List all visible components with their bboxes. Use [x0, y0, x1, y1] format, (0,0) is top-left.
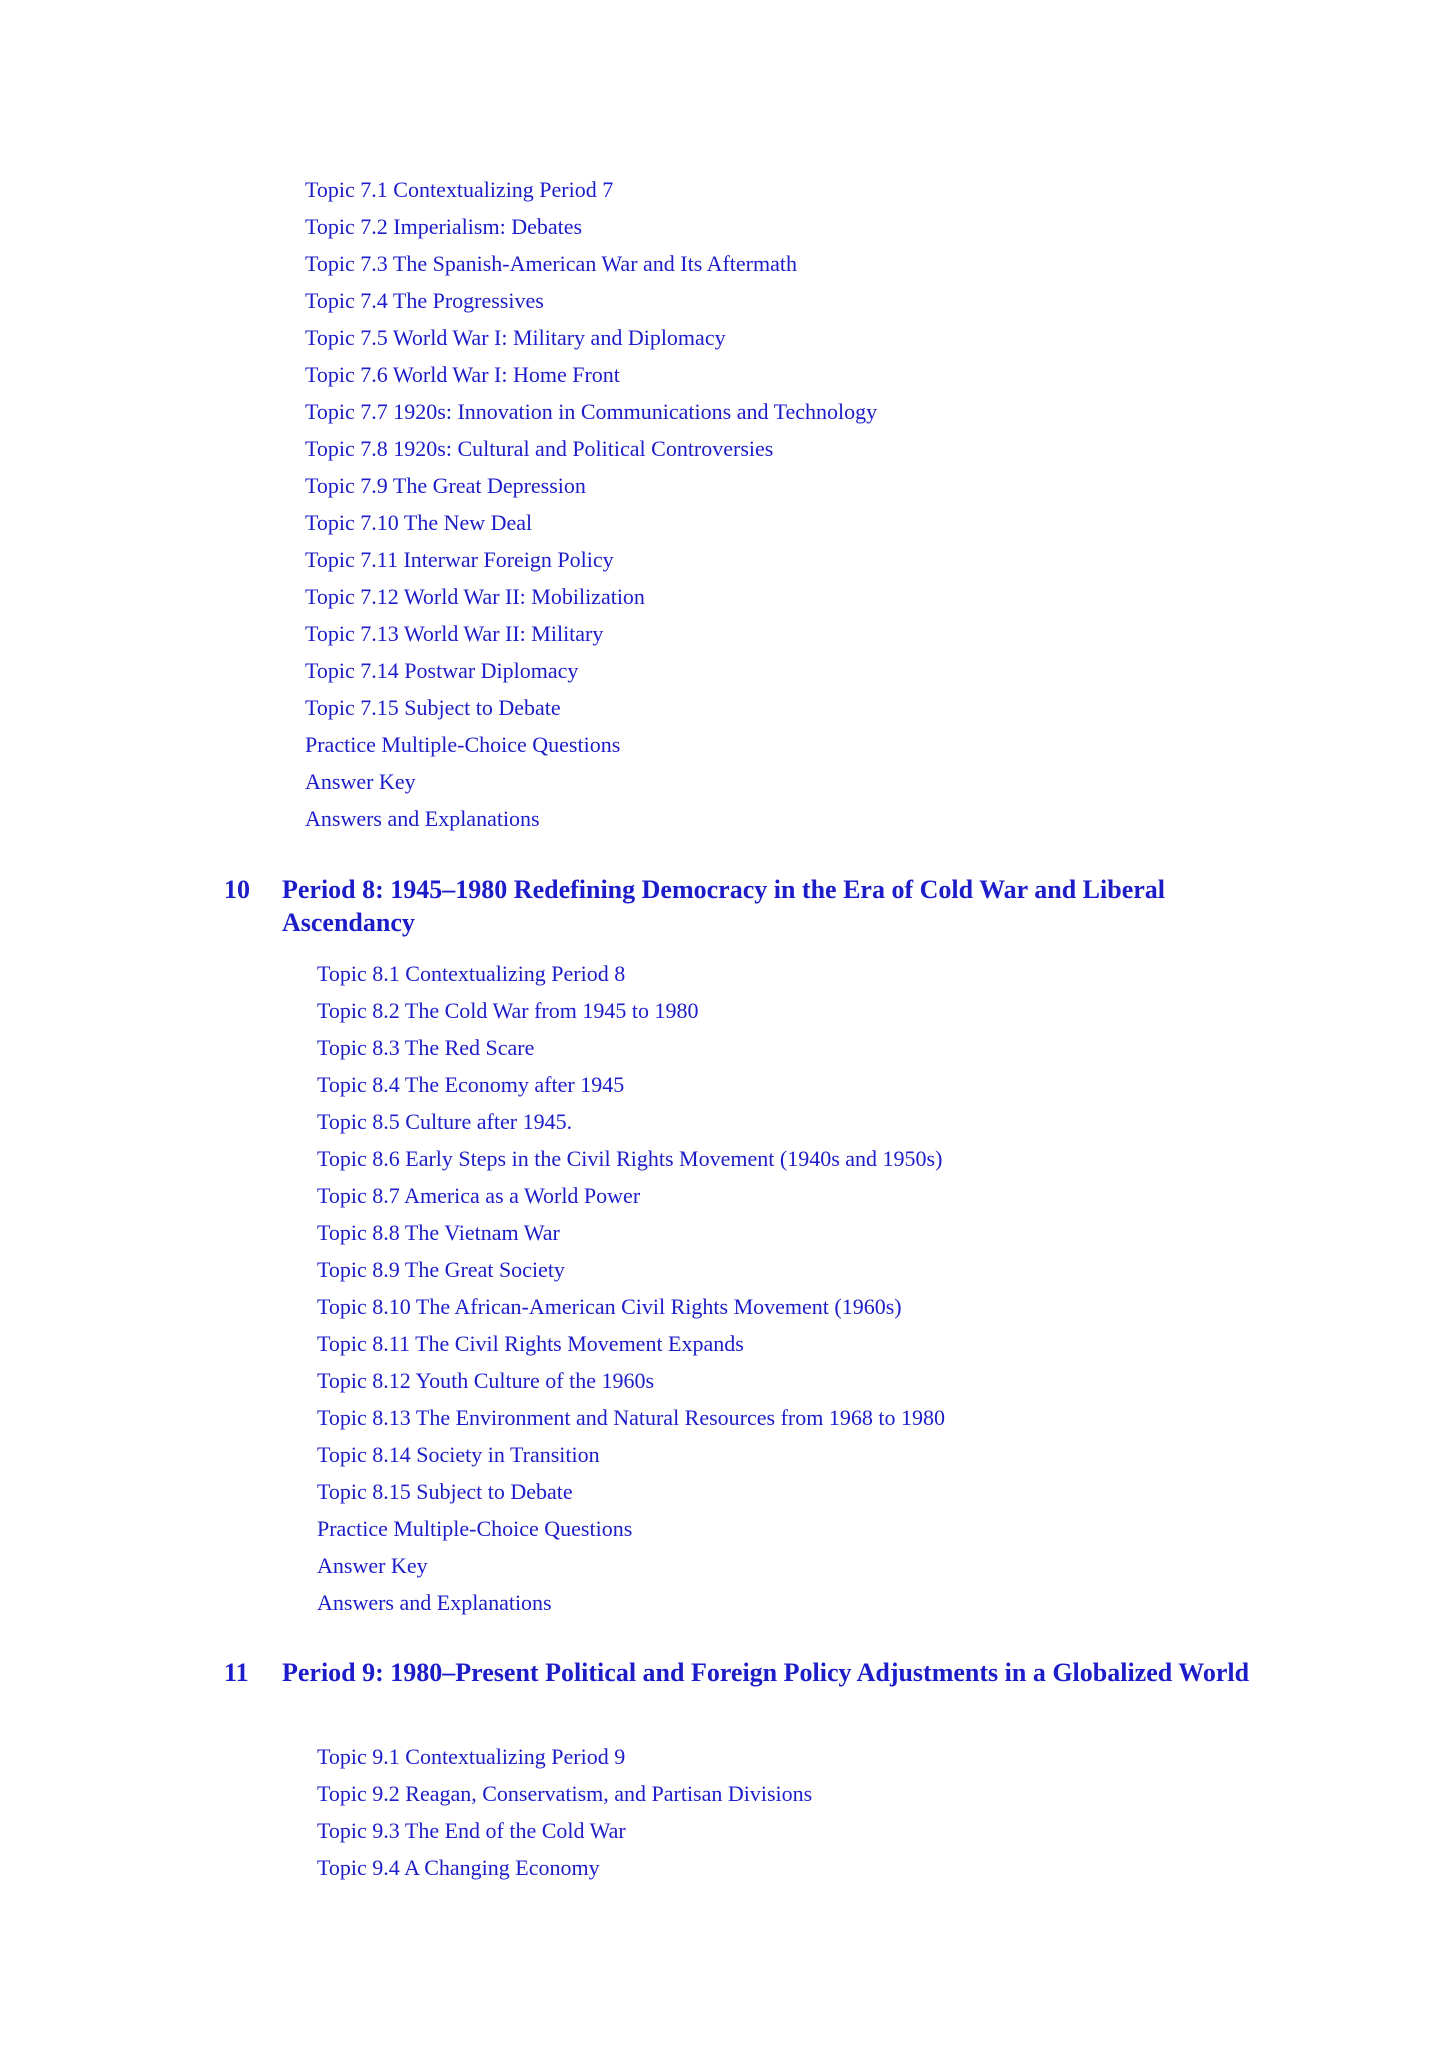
toc-link[interactable]: Topic 8.1 Contextualizing Period 8 — [317, 961, 626, 986]
chapter-number: 10 — [224, 875, 250, 904]
toc-link[interactable]: Topic 8.13 The Environment and Natural Resources from 1968 to 1980 — [317, 1405, 945, 1430]
toc-item[interactable] — [305, 171, 877, 208]
toc-link[interactable]: Topic 7.9 The Great Depression — [305, 473, 586, 498]
toc-link[interactable]: Topic 7.3 The Spanish-American War and Its Aftermath — [305, 251, 797, 276]
toc-link[interactable]: Answer Key — [305, 769, 416, 794]
toc-link[interactable]: Topic 8.7 America as a World Power — [317, 1183, 641, 1208]
toc-item[interactable] — [317, 1029, 945, 1066]
chapter-title[interactable]: Period 8: 1945–1980 Redefining Democracy in the Era of Cold War and Liberal Ascendancy — [282, 875, 1165, 937]
toc-item[interactable] — [317, 1510, 945, 1547]
toc-link[interactable]: Topic 7.8 1920s: Cultural and Political Controversies — [305, 436, 774, 461]
toc-item[interactable] — [317, 1103, 945, 1140]
toc-item[interactable] — [317, 1849, 812, 1886]
toc-item[interactable] — [305, 689, 877, 726]
toc-item[interactable] — [305, 615, 877, 652]
toc-item[interactable] — [305, 319, 877, 356]
toc-item[interactable] — [317, 1399, 945, 1436]
toc-item[interactable] — [317, 1473, 945, 1510]
toc-link[interactable]: Topic 7.6 World War I: Home Front — [305, 362, 620, 387]
toc-link[interactable]: Answers and Explanations — [305, 806, 540, 831]
toc-link[interactable]: Topic 7.2 Imperialism: Debates — [305, 214, 583, 239]
toc-item[interactable] — [317, 1214, 945, 1251]
toc-link[interactable]: Topic 7.7 1920s: Innovation in Communications and Technology — [305, 399, 878, 424]
toc-item[interactable] — [305, 763, 877, 800]
toc-item[interactable] — [305, 208, 877, 245]
toc-link[interactable]: Topic 7.15 Subject to Debate — [305, 695, 561, 720]
toc-link[interactable]: Topic 9.3 The End of the Cold War — [317, 1818, 626, 1843]
toc-item[interactable] — [317, 1251, 945, 1288]
toc-item[interactable] — [305, 356, 877, 393]
chapter-number: 11 — [224, 1658, 249, 1687]
toc-item[interactable] — [305, 504, 877, 541]
toc-item[interactable] — [305, 726, 877, 763]
toc-item[interactable] — [317, 1362, 945, 1399]
toc-link[interactable]: Topic 8.6 Early Steps in the Civil Rights Movement (1940s and 1950s) — [317, 1146, 943, 1171]
toc-item[interactable] — [305, 541, 877, 578]
toc-item[interactable] — [317, 1584, 945, 1621]
toc-item[interactable] — [317, 1436, 945, 1473]
toc-link[interactable]: Topic 9.1 Contextualizing Period 9 — [317, 1744, 626, 1769]
toc-item[interactable] — [305, 652, 877, 689]
toc-item[interactable] — [317, 1775, 812, 1812]
toc-link[interactable]: Practice Multiple-Choice Questions — [305, 732, 621, 757]
toc-link[interactable]: Practice Multiple-Choice Questions — [317, 1516, 633, 1541]
toc-link[interactable]: Topic 9.4 A Changing Economy — [317, 1855, 600, 1880]
toc-item[interactable] — [305, 282, 877, 319]
toc-link[interactable]: Topic 7.12 World War II: Mobilization — [305, 584, 645, 609]
toc-link[interactable]: Topic 7.1 Contextualizing Period 7 — [305, 177, 614, 202]
toc-link[interactable]: Topic 8.12 Youth Culture of the 1960s — [317, 1368, 655, 1393]
toc-item[interactable] — [317, 955, 945, 992]
toc-item[interactable] — [317, 1547, 945, 1584]
toc-link[interactable]: Topic 8.2 The Cold War from 1945 to 1980 — [317, 998, 699, 1023]
toc-item[interactable] — [317, 1738, 812, 1775]
toc-item[interactable] — [317, 1288, 945, 1325]
chapter10-topic-list — [317, 955, 945, 1621]
toc-link[interactable]: Topic 7.11 Interwar Foreign Policy — [305, 547, 614, 572]
toc-item[interactable] — [317, 1140, 945, 1177]
toc-item[interactable] — [317, 1812, 812, 1849]
toc-link[interactable]: Topic 7.13 World War II: Military — [305, 621, 604, 646]
toc-item[interactable] — [317, 992, 945, 1029]
toc-item[interactable] — [305, 393, 877, 430]
toc-item[interactable] — [305, 245, 877, 282]
toc-item[interactable] — [305, 578, 877, 615]
toc-link[interactable]: Topic 7.4 The Progressives — [305, 288, 544, 313]
chapter-10-heading[interactable] — [224, 873, 1264, 939]
toc-item[interactable] — [305, 467, 877, 504]
toc-item[interactable] — [317, 1177, 945, 1214]
toc-link[interactable]: Topic 8.14 Society in Transition — [317, 1442, 600, 1467]
chapter11-topic-list — [317, 1738, 812, 1886]
chapter-title[interactable]: Period 9: 1980–Present Political and Foreign Policy Adjustments in a Globalized World — [282, 1658, 1250, 1687]
period7-topic-list — [305, 171, 877, 837]
toc-link[interactable]: Answers and Explanations — [317, 1590, 552, 1615]
toc-link[interactable]: Topic 8.11 The Civil Rights Movement Expands — [317, 1331, 744, 1356]
toc-item[interactable] — [305, 800, 877, 837]
toc-link[interactable]: Topic 8.8 The Vietnam War — [317, 1220, 560, 1245]
toc-link[interactable]: Topic 8.5 Culture after 1945. — [317, 1109, 573, 1134]
chapter-11-heading[interactable] — [224, 1656, 1264, 1689]
toc-link[interactable]: Answer Key — [317, 1553, 428, 1578]
toc-link[interactable]: Topic 7.10 The New Deal — [305, 510, 533, 535]
toc-link[interactable]: Topic 7.14 Postwar Diplomacy — [305, 658, 579, 683]
toc-item[interactable] — [317, 1066, 945, 1103]
toc-link[interactable]: Topic 8.9 The Great Society — [317, 1257, 565, 1282]
toc-link[interactable]: Topic 9.2 Reagan, Conservatism, and Partisan Divisions — [317, 1781, 813, 1806]
toc-link[interactable]: Topic 7.5 World War I: Military and Diplomacy — [305, 325, 726, 350]
toc-link[interactable]: Topic 8.3 The Red Scare — [317, 1035, 535, 1060]
toc-link[interactable]: Topic 8.10 The African-American Civil Rights Movement (1960s) — [317, 1294, 902, 1319]
toc-item[interactable] — [317, 1325, 945, 1362]
toc-item[interactable] — [305, 430, 877, 467]
toc-link[interactable]: Topic 8.4 The Economy after 1945 — [317, 1072, 625, 1097]
toc-link[interactable]: Topic 8.15 Subject to Debate — [317, 1479, 573, 1504]
